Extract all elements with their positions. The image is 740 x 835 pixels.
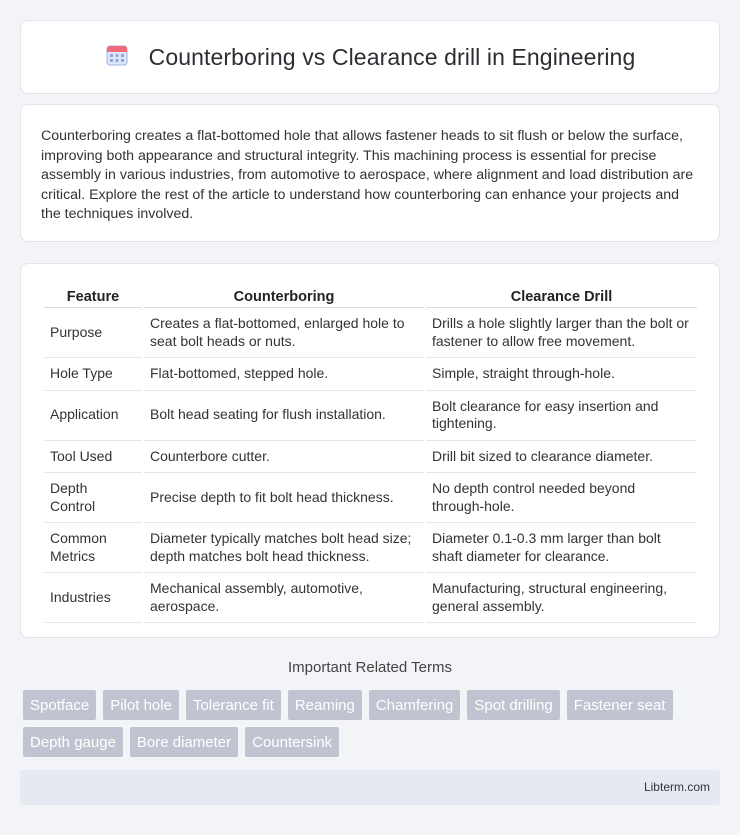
clearance-drill-cell: Diameter 0.1-0.3 mm larger than bolt shaft diameter for clearance. xyxy=(426,523,697,573)
column-header-feature: Feature xyxy=(44,284,142,308)
comparison-table xyxy=(42,284,699,623)
footer xyxy=(20,770,720,805)
table-row xyxy=(44,441,697,474)
table-row xyxy=(44,473,697,523)
related-term-tag[interactable]: Fastener seat xyxy=(567,690,673,720)
footer-site-link[interactable]: Libterm.com xyxy=(643,780,710,794)
related-terms-list xyxy=(23,690,723,757)
related-term-tag[interactable]: Depth gauge xyxy=(23,727,123,757)
table-row xyxy=(44,308,697,358)
counterboring-cell: Counterbore cutter. xyxy=(144,441,424,474)
feature-cell: Application xyxy=(44,391,142,441)
feature-cell: Tool Used xyxy=(44,441,142,474)
counterboring-cell: Diameter typically matches bolt head size; depth matches bolt head thickness. xyxy=(144,523,424,573)
table-row xyxy=(44,358,697,391)
clearance-drill-cell: Simple, straight through-hole. xyxy=(426,358,697,391)
related-term-tag[interactable]: Pilot hole xyxy=(103,690,179,720)
clearance-drill-cell: Manufacturing, structural engineering, general assembly. xyxy=(426,573,697,623)
related-term-tag[interactable]: Bore diameter xyxy=(130,727,238,757)
clearance-drill-cell: Bolt clearance for easy insertion and tightening. xyxy=(426,391,697,441)
counterboring-cell: Flat-bottomed, stepped hole. xyxy=(144,358,424,391)
feature-cell: Industries xyxy=(44,573,142,623)
related-term-tag[interactable]: Countersink xyxy=(245,727,339,757)
table-header-row xyxy=(44,284,697,308)
counterboring-cell: Creates a flat-bottomed, enlarged hole to seat bolt heads or nuts. xyxy=(144,308,424,358)
column-header-counterboring: Counterboring xyxy=(144,284,424,308)
feature-cell: Depth Control xyxy=(44,473,142,523)
feature-cell: Purpose xyxy=(44,308,142,358)
intro-card xyxy=(20,104,720,242)
related-term-tag[interactable]: Spot drilling xyxy=(467,690,559,720)
related-term-tag[interactable]: Chamfering xyxy=(369,690,461,720)
related-terms-title: Important Related Terms xyxy=(288,659,452,676)
clearance-drill-cell: Drills a hole slightly larger than the bolt or fastener to allow free movement. xyxy=(426,308,697,358)
related-term-tag[interactable]: Spotface xyxy=(23,690,96,720)
related-term-tag[interactable]: Tolerance fit xyxy=(186,690,281,720)
counterboring-cell: Bolt head seating for flush installation. xyxy=(144,391,424,441)
comparison-table-card xyxy=(20,263,720,638)
intro-paragraph: Counterboring creates a flat-bottomed hole that allows fastener heads to sit flush or below the surface, improving both appearance and structural integrity. This machining process is essential for precise assembly in various industries, from automotive to aerospace, where alignment and load distribution are critical. Explore the rest of the article to understand how counterboring can enhance your projects and the techniques involved. xyxy=(41,128,694,223)
table-row xyxy=(44,391,697,441)
counterboring-cell: Precise depth to fit bolt head thickness. xyxy=(144,473,424,523)
clearance-drill-cell: Drill bit sized to clearance diameter. xyxy=(426,441,697,474)
table-row xyxy=(44,573,697,623)
table-row xyxy=(44,523,697,573)
feature-cell: Common Metrics xyxy=(44,523,142,573)
related-term-tag[interactable]: Reaming xyxy=(288,690,362,720)
clearance-drill-cell: No depth control needed beyond through-hole. xyxy=(426,473,697,523)
calendar-icon xyxy=(105,43,129,72)
feature-cell: Hole Type xyxy=(44,358,142,391)
header-card xyxy=(20,20,720,94)
counterboring-cell: Mechanical assembly, automotive, aerospace. xyxy=(144,573,424,623)
column-header-clearance-drill: Clearance Drill xyxy=(426,284,697,308)
page-title: Counterboring vs Clearance drill in Engineering xyxy=(148,43,636,70)
